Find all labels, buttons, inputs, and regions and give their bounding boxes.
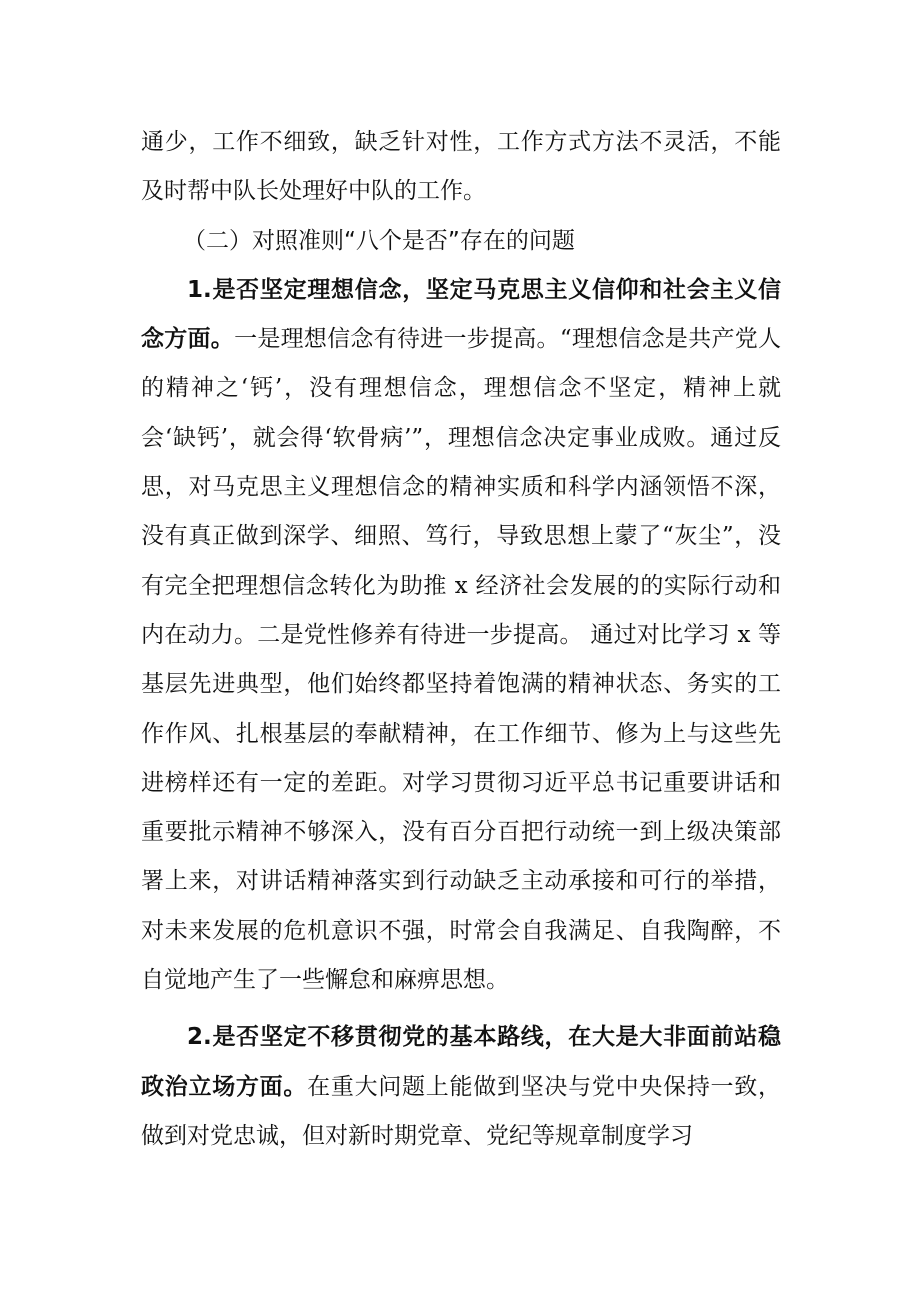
item-2-paragraph [141, 1013, 781, 1161]
item-2-body: 在重大问题上能做到坚决与党中央保持一致，做到对党忠诚，但对新时期党章、党纪等规章制度学习 [141, 1073, 782, 1149]
item-1-lead: 1.是否坚定理想信念，坚定马克思主义信仰和社会主义信念方面。 [141, 276, 781, 353]
item-2-lead: 2.是否坚定不移贯彻党的基本路线，在大是大非面前站稳政治立场方面。 [141, 1024, 781, 1100]
item-1-paragraph [141, 266, 781, 1005]
document-body [141, 118, 781, 1161]
item-1-body: 一是理想信念有待进一步提高。“理想信念是共产党人的精神之‘钙’，没有理想信念，理想信念不坚定，精神上就会‘缺钙’，就会得‘软骨病’”，理想信念决定事业成败。通过反思，对马克思主义理想信念的精神实质和科学内涵领悟不深，没有真正做到深学、细照、笃行，导致思想上蒙了“灰尘”，没有完全把理想信念转化为助推 x 经济社会发展的的实际行动和内在动力。二是党性修养有待进一步提高。 通过对比学习 x 等基层先进典型，他们始终都坚持着饱满的精神状态、务实的工作作风、扎根基层的奉献精神，在工作细节、修为上与这些先进榜样还有一定的差距。对学习贯彻习近平总书记重要讲话和重要批示精神不够深入，没有百分百把行动统一到上级决策部署上来，对讲话精神落实到行动缺乏主动承接和可行的举措，对未来发展的危机意识不强，时常会自我满足、自我陶醉，不自觉地产生了一些懈怠和麻痹思想。 [141, 326, 781, 994]
continuation-paragraph: 通少，工作不细致，缺乏针对性，工作方式方法不灵活，不能及时帮中队长处理好中队的工作。 [141, 129, 781, 205]
section-heading: （二）对照准则“八个是否”存在的问题 [183, 227, 575, 254]
